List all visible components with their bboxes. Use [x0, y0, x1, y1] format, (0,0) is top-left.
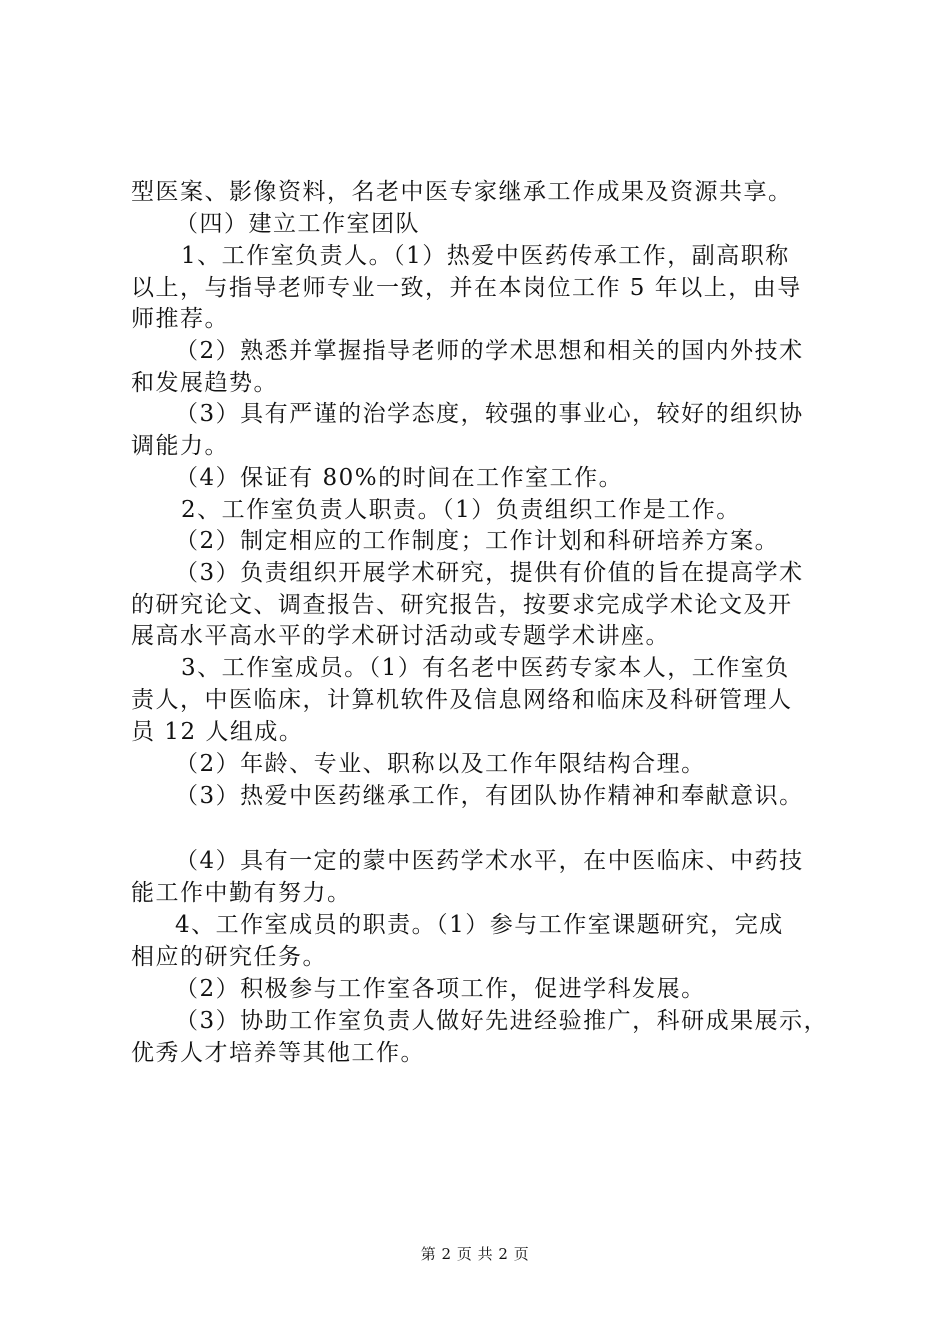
- text-line: 以上，与指导老师专业一致，并在本岗位工作 5 年以上，由导: [131, 275, 802, 301]
- text-line: （3）协助工作室负责人做好先进经验推广，科研成果展示，: [175, 1008, 829, 1034]
- text-line: 优秀人才培养等其他工作。: [131, 1040, 425, 1066]
- text-line: （4）保证有 80%的时间在工作室工作。: [175, 465, 624, 491]
- text-line: 能工作中勤有努力。: [131, 880, 352, 906]
- text-line: （3）热爱中医药继承工作，有团队协作精神和奉献意识。: [175, 783, 804, 809]
- text-line: 相应的研究任务。: [131, 944, 327, 970]
- text-line: 4、工作室成员的职责。（1）参与工作室课题研究，完成: [175, 912, 784, 938]
- text-line: 1、工作室负责人。（1）热爱中医药传承工作，副高职称: [181, 243, 790, 269]
- text-line: （2）年龄、专业、职称以及工作年限结构合理。: [175, 751, 706, 777]
- text-line: 和发展趋势。: [131, 370, 278, 396]
- text-line: 员 12 人组成。: [131, 719, 304, 745]
- text-line: 展高水平高水平的学术研讨活动或专题学术讲座。: [131, 623, 670, 649]
- text-line: （4）具有一定的蒙中医药学术水平，在中医临床、中药技: [175, 848, 804, 874]
- text-line: 型医案、影像资料，名老中医专家继承工作成果及资源共享。: [131, 179, 793, 205]
- text-line: 的研究论文、调查报告、研究报告，按要求完成学术论文及开: [131, 592, 793, 618]
- text-line: （3）具有严谨的治学态度，较强的事业心，较好的组织协: [175, 401, 804, 427]
- text-line: （2）熟悉并掌握指导老师的学术思想和相关的国内外技术: [175, 338, 804, 364]
- page-number-footer: 第 2 页 共 2 页: [420, 1245, 530, 1263]
- text-line: 2、工作室负责人职责。（1）负责组织工作是工作。: [181, 497, 741, 523]
- text-line: （四）建立工作室团队: [175, 211, 420, 237]
- text-line: 3、工作室成员。（1）有名老中医药专家本人，工作室负: [181, 655, 790, 681]
- text-line: （2）积极参与工作室各项工作，促进学科发展。: [175, 976, 706, 1002]
- text-line: 责人，中医临床，计算机软件及信息网络和临床及科研管理人: [131, 687, 793, 713]
- text-line: （3）负责组织开展学术研究，提供有价值的旨在提高学术: [175, 560, 804, 586]
- text-line: 师推荐。: [131, 306, 229, 332]
- text-line: 调能力。: [131, 433, 229, 459]
- text-line: （2）制定相应的工作制度；工作计划和科研培养方案。: [175, 528, 780, 554]
